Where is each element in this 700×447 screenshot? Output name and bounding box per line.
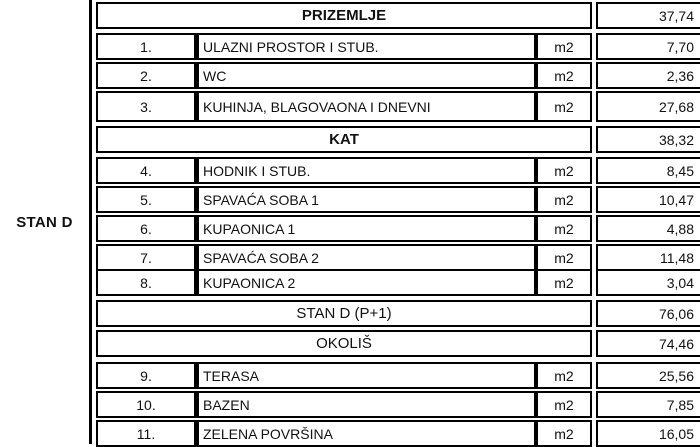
row-unit: m2 [536,269,592,296]
section-title: OKOLIŠ [96,330,592,357]
row-value: 10,47 [596,186,700,213]
section-total: 38,32 [596,126,700,153]
row-number: 5. [96,186,196,213]
table-row [96,244,700,271]
row-name: HODNIK I STUB. [196,157,536,184]
section-header-stan-total [96,300,700,327]
row-number: 9. [96,362,196,389]
row-name: ULAZNI PROSTOR I STUB. [196,33,536,60]
table-row [96,186,700,213]
row-number: 10. [96,391,196,418]
row-value: 7,85 [596,391,700,418]
row-value: 27,68 [596,91,700,122]
row-value: 3,04 [596,269,700,296]
table-row [96,62,700,89]
table-row [96,391,700,418]
row-value: 16,05 [596,420,700,447]
section-header-okolis [96,330,700,357]
row-name: TERASA [196,362,536,389]
row-name: KUPAONICA 1 [196,215,536,242]
section-title: STAN D (P+1) [96,300,592,327]
unit-label-cell [0,0,92,444]
section-title: KAT [96,126,592,153]
row-unit: m2 [536,391,592,418]
table-row [96,362,700,389]
section-title: PRIZEMLJE [96,2,592,29]
section-header-kat [96,126,700,153]
row-number: 7. [96,244,196,271]
section-total: 37,74 [596,2,700,29]
row-number: 1. [96,33,196,60]
row-number: 3. [96,91,196,122]
unit-label: STAN D [16,213,73,231]
table-row [96,420,700,447]
row-unit: m2 [536,91,592,122]
row-value: 2,36 [596,62,700,89]
row-value: 11,48 [596,244,700,271]
row-unit: m2 [536,215,592,242]
row-unit: m2 [536,157,592,184]
table-row [96,215,700,242]
row-name: WC [196,62,536,89]
table-row [96,269,700,296]
section-total: 76,06 [596,300,700,327]
row-name: BAZEN [196,391,536,418]
row-number: 6. [96,215,196,242]
row-number: 2. [96,62,196,89]
table-row [96,33,700,60]
row-number: 8. [96,269,196,296]
row-value: 25,56 [596,362,700,389]
table-row [96,91,700,122]
row-unit: m2 [536,420,592,447]
row-value: 4,88 [596,215,700,242]
row-name: ZELENA POVRŠINA [196,420,536,447]
row-unit: m2 [536,33,592,60]
row-number: 11. [96,420,196,447]
section-total: 74,46 [596,330,700,357]
row-unit: m2 [536,362,592,389]
row-value: 8,45 [596,157,700,184]
row-unit: m2 [536,62,592,89]
row-name: KUHINJA, BLAGOVAONA I DNEVNI [196,91,536,122]
row-name: SPAVAĆA SOBA 2 [196,244,536,271]
row-value: 7,70 [596,33,700,60]
row-unit: m2 [536,186,592,213]
row-unit: m2 [536,244,592,271]
row-number: 4. [96,157,196,184]
row-name: KUPAONICA 2 [196,269,536,296]
table-row [96,157,700,184]
section-header-prizemlje [96,2,700,29]
row-name: SPAVAĆA SOBA 1 [196,186,536,213]
